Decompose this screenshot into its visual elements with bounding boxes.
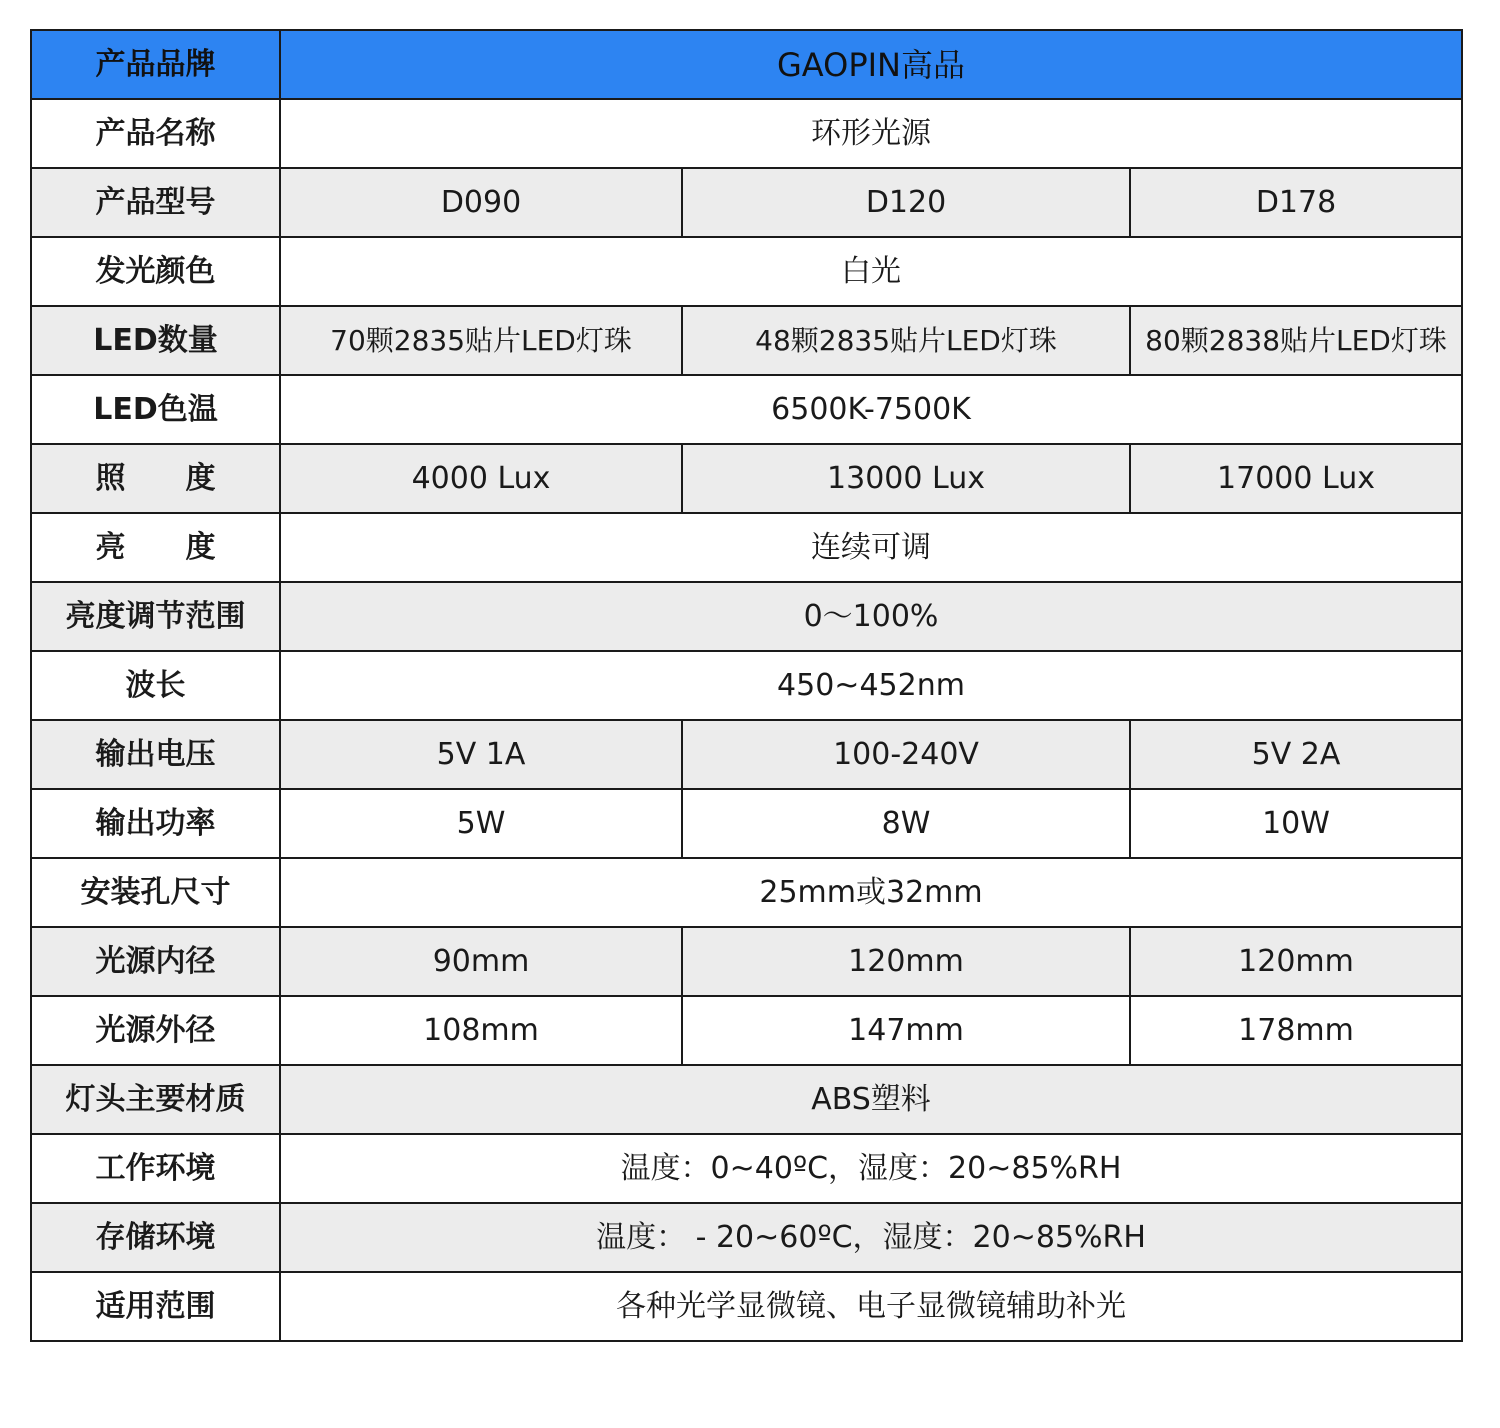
- color-value: 白光: [280, 237, 1462, 306]
- row-voltage: [31, 720, 1462, 789]
- work-env-label: 工作环境: [31, 1134, 280, 1203]
- mount-hole-label: 安装孔尺寸: [31, 858, 280, 927]
- brightness-range-value: 0～100%: [280, 582, 1462, 651]
- led-temp-label: LED色温: [31, 375, 280, 444]
- name-value: 环形光源: [280, 99, 1462, 168]
- model-value-d178: D178: [1130, 168, 1462, 237]
- led-count-value-d120: 48颗2835贴片LED灯珠: [682, 306, 1130, 375]
- row-brand: [31, 30, 1462, 99]
- row-led-count: [31, 306, 1462, 375]
- application-label: 适用范围: [31, 1272, 280, 1341]
- outer-dia-value-d178: 178mm: [1130, 996, 1462, 1065]
- row-brightness-range: [31, 582, 1462, 651]
- brand-value: GAOPIN高品: [280, 30, 1462, 99]
- model-value-d120: D120: [682, 168, 1130, 237]
- inner-dia-value-d090: 90mm: [280, 927, 682, 996]
- illuminance-label: 照 度: [31, 444, 280, 513]
- row-brightness: [31, 513, 1462, 582]
- inner-dia-value-d178: 120mm: [1130, 927, 1462, 996]
- color-label: 发光颜色: [31, 237, 280, 306]
- row-illuminance: [31, 444, 1462, 513]
- power-value-d120: 8W: [682, 789, 1130, 858]
- row-wavelength: [31, 651, 1462, 720]
- row-mount-hole: [31, 858, 1462, 927]
- storage-env-label: 存储环境: [31, 1203, 280, 1272]
- brightness-value: 连续可调: [280, 513, 1462, 582]
- outer-dia-value-d090: 108mm: [280, 996, 682, 1065]
- wavelength-label: 波长: [31, 651, 280, 720]
- voltage-value-d120: 100-240V: [682, 720, 1130, 789]
- row-name: [31, 99, 1462, 168]
- led-count-label: LED数量: [31, 306, 280, 375]
- material-label: 灯头主要材质: [31, 1065, 280, 1134]
- brand-label: 产品品牌: [31, 30, 280, 99]
- power-value-d178: 10W: [1130, 789, 1462, 858]
- outer-dia-label: 光源外径: [31, 996, 280, 1065]
- name-label: 产品名称: [31, 99, 280, 168]
- model-value-d090: D090: [280, 168, 682, 237]
- wavelength-value: 450~452nm: [280, 651, 1462, 720]
- row-work-env: [31, 1134, 1462, 1203]
- brightness-label: 亮 度: [31, 513, 280, 582]
- row-outer-dia: [31, 996, 1462, 1065]
- brightness-range-label: 亮度调节范围: [31, 582, 280, 651]
- voltage-label: 输出电压: [31, 720, 280, 789]
- voltage-value-d178: 5V 2A: [1130, 720, 1462, 789]
- spec-table: [30, 29, 1463, 1342]
- row-model: [31, 168, 1462, 237]
- row-application: [31, 1272, 1462, 1341]
- mount-hole-value: 25mm或32mm: [280, 858, 1462, 927]
- row-inner-dia: [31, 927, 1462, 996]
- material-value: ABS塑料: [280, 1065, 1462, 1134]
- inner-dia-label: 光源内径: [31, 927, 280, 996]
- power-value-d090: 5W: [280, 789, 682, 858]
- inner-dia-value-d120: 120mm: [682, 927, 1130, 996]
- illuminance-value-d120: 13000 Lux: [682, 444, 1130, 513]
- row-material: [31, 1065, 1462, 1134]
- led-count-value-d090: 70颗2835贴片LED灯珠: [280, 306, 682, 375]
- row-color: [31, 237, 1462, 306]
- led-count-value-d178: 80颗2838贴片LED灯珠: [1130, 306, 1462, 375]
- row-power: [31, 789, 1462, 858]
- power-label: 输出功率: [31, 789, 280, 858]
- row-storage-env: [31, 1203, 1462, 1272]
- row-led-temp: [31, 375, 1462, 444]
- outer-dia-value-d120: 147mm: [682, 996, 1130, 1065]
- storage-env-value: 温度： - 20~60ºC，湿度：20~85%RH: [280, 1203, 1462, 1272]
- illuminance-value-d178: 17000 Lux: [1130, 444, 1462, 513]
- led-temp-value: 6500K-7500K: [280, 375, 1462, 444]
- application-value: 各种光学显微镜、电子显微镜辅助补光: [280, 1272, 1462, 1341]
- work-env-value: 温度：0~40ºC，湿度：20~85%RH: [280, 1134, 1462, 1203]
- model-label: 产品型号: [31, 168, 280, 237]
- voltage-value-d090: 5V 1A: [280, 720, 682, 789]
- illuminance-value-d090: 4000 Lux: [280, 444, 682, 513]
